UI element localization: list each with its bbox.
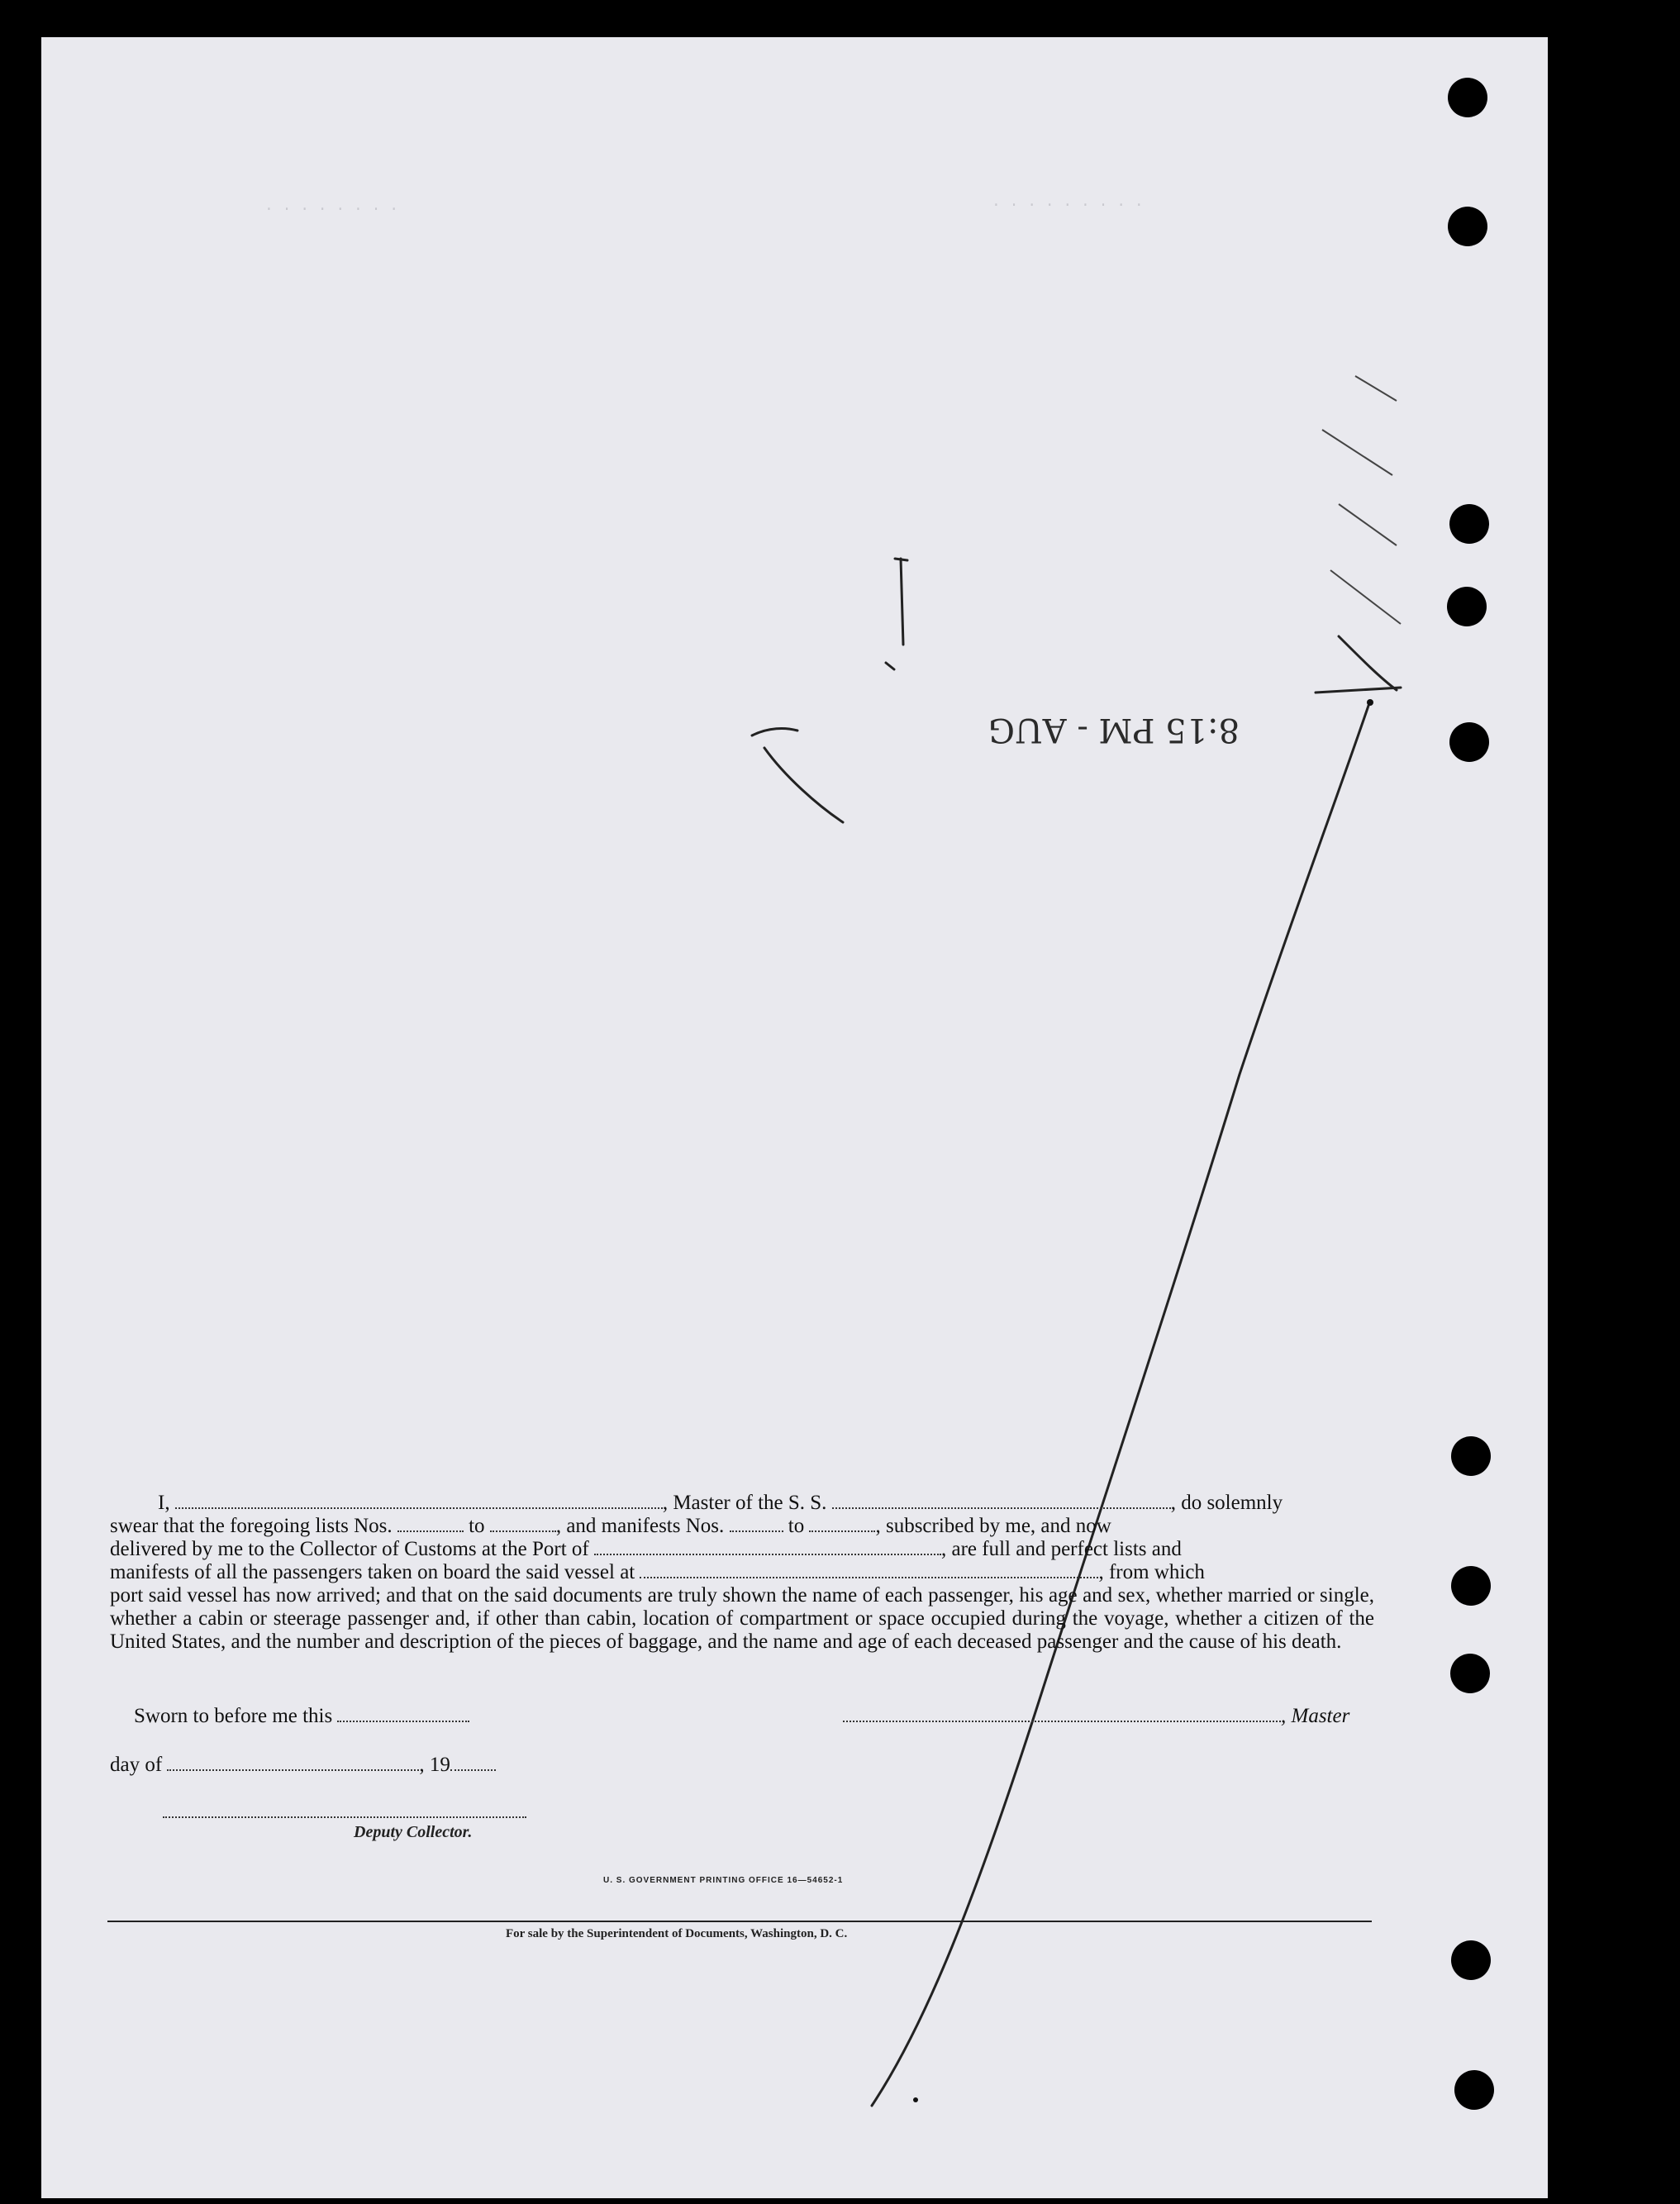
oath-text: manifests of all the passengers taken on board the said vessel at [110, 1561, 635, 1583]
deputy-signature-blank[interactable] [163, 1816, 526, 1818]
day-of-line [110, 1754, 496, 1777]
day-of-label: day of [110, 1754, 163, 1776]
oath-text: to [788, 1515, 805, 1537]
for-sale-notice: For sale by the Superintendent of Documents, Washington, D. C. [506, 1927, 848, 1940]
oath-text: , and manifests Nos. [555, 1515, 725, 1537]
oath-text: , are full and perfect lists and [941, 1538, 1182, 1560]
oath-text: , subscribed by me, and now [875, 1515, 1111, 1537]
sworn-line [134, 1705, 469, 1728]
year-label: , 19 [419, 1754, 450, 1776]
oath-text: delivered by me to the Collector of Customs at the Port of [110, 1538, 589, 1560]
sworn-label: Sworn to before me this [134, 1705, 333, 1727]
lists-from-blank[interactable] [397, 1516, 464, 1532]
deputy-collector-label: Deputy Collector. [354, 1823, 473, 1841]
oath-text: swear that the foregoing lists Nos. [110, 1515, 393, 1537]
master-name-blank[interactable] [175, 1492, 663, 1509]
master-signature-blank[interactable] [843, 1706, 1281, 1722]
master-signature-line [843, 1705, 1349, 1728]
oath-text: , Master of the S. S. [662, 1492, 827, 1514]
lists-to-blank[interactable] [490, 1516, 556, 1532]
manifests-from-blank[interactable] [730, 1516, 783, 1532]
footer-rule [107, 1921, 1372, 1922]
oath-text: to [469, 1515, 485, 1537]
manifests-to-blank[interactable] [809, 1516, 875, 1532]
printing-office-imprint: U. S. GOVERNMENT PRINTING OFFICE 16—54652-1 [603, 1876, 844, 1885]
oath-block [110, 1492, 1374, 1654]
svg-text:8:15 PM - AUG: 8:15 PM - AUG [988, 711, 1240, 749]
oath-body: port said vessel has now arrived; and that on the said documents are truly shown the name of each passenger, his age and sex, whether married or single, whether a cabin or steerage passenger and, if other than cabin, location of compartment or space occupied during the voyage, whether a citizen of the United States, and the number and description of the pieces of baggage, and the name and age of each deceased passenger and the cause of his death. [110, 1584, 1374, 1653]
year-blank[interactable] [450, 1754, 496, 1771]
month-blank[interactable] [167, 1754, 419, 1771]
master-label: , Master [1281, 1705, 1350, 1727]
oath-text: , do solemnly [1170, 1492, 1283, 1514]
ship-name-blank[interactable] [832, 1492, 1171, 1509]
oath-text: I, [158, 1492, 170, 1514]
oath-text: , from which [1098, 1561, 1205, 1583]
sworn-day-blank[interactable] [337, 1706, 469, 1722]
port-blank[interactable] [594, 1539, 941, 1555]
embark-port-blank[interactable] [640, 1562, 1098, 1578]
